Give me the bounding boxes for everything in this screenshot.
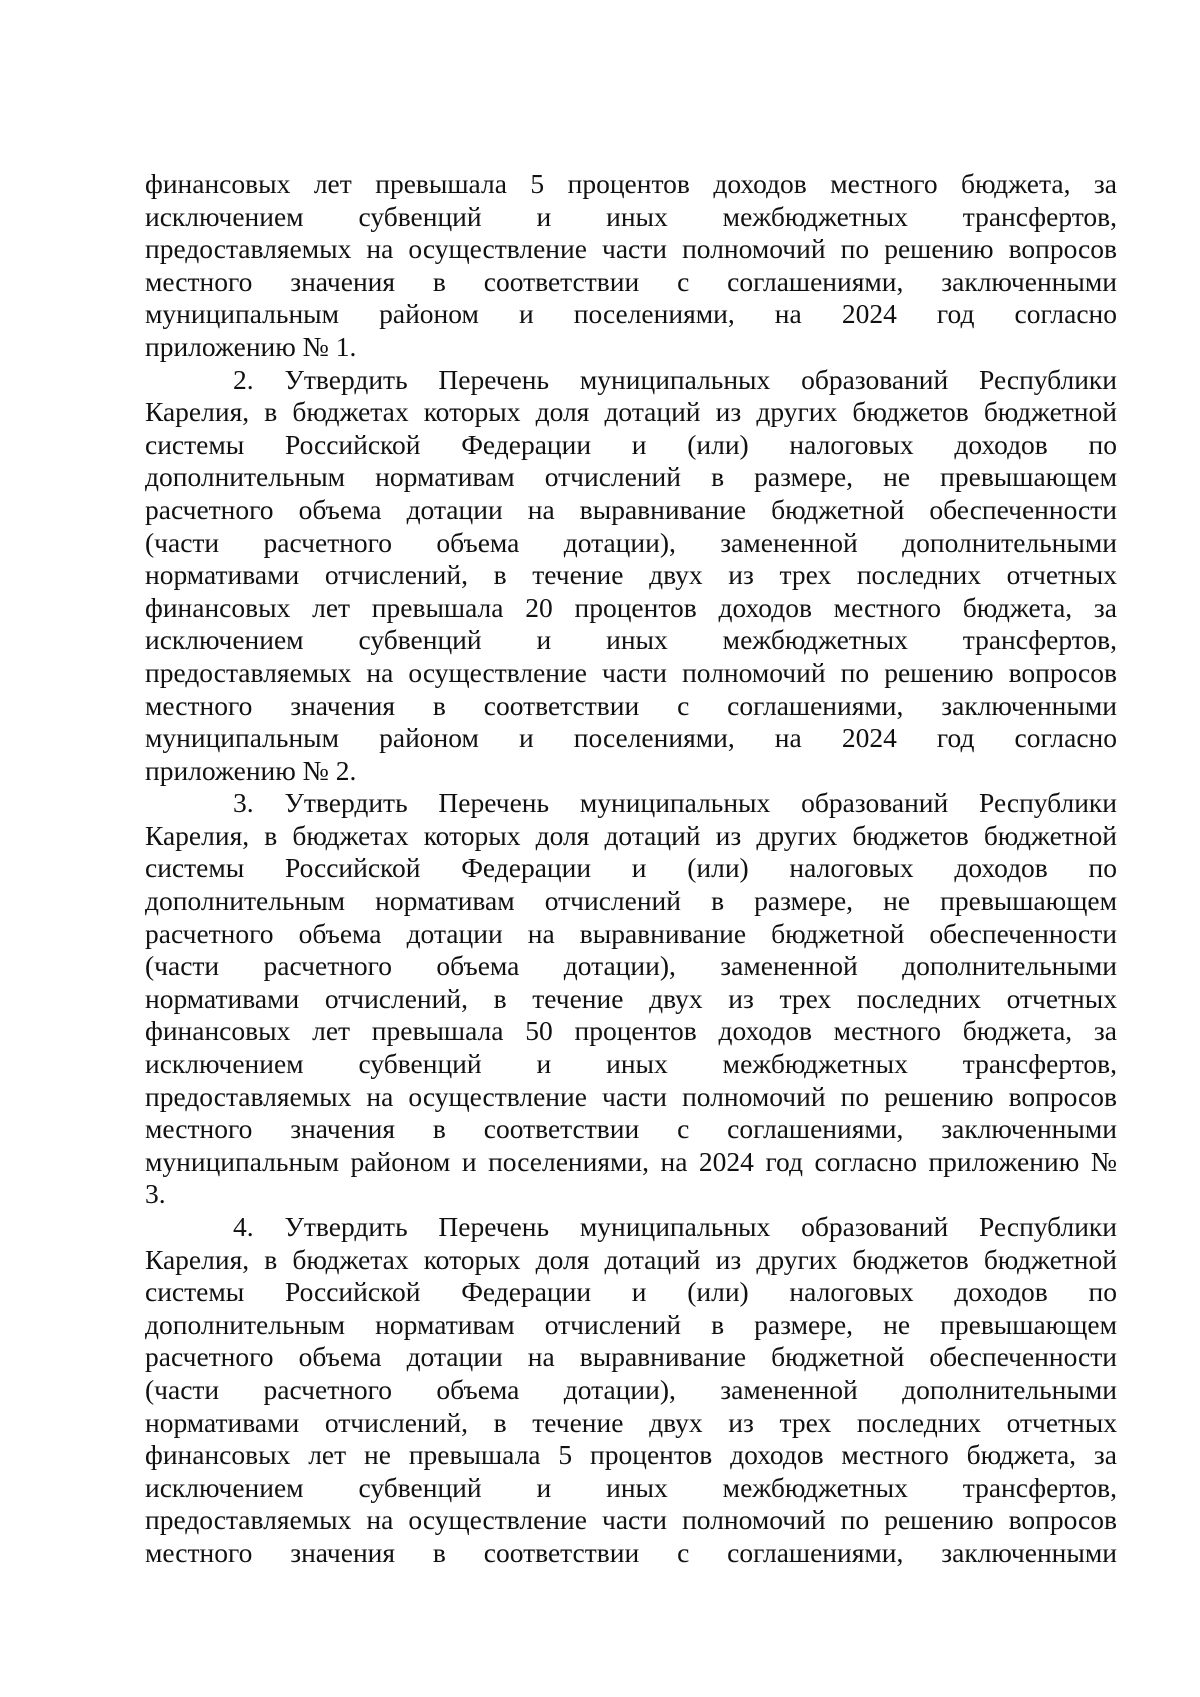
document-paragraph	[145, 1211, 1117, 1570]
document-text-line: Карелия, в бюджетах которых доля дотаций из других бюджетов бюджетной	[145, 819, 1117, 851]
document-text-line: системы Российской Федерации и (или) налоговых доходов по	[145, 1276, 1117, 1308]
document-text-line: исключением субвенций и иных межбюджетных трансфертов,	[145, 1048, 1117, 1080]
document-text-line: (части расчетного объема дотации), замененной дополнительными	[145, 526, 1117, 558]
document-text-line: исключением субвенций и иных межбюджетных трансфертов,	[145, 1471, 1117, 1503]
document-paragraph	[145, 787, 1117, 1211]
document-text-line: Карелия, в бюджетах которых доля дотаций из других бюджетов бюджетной	[145, 1243, 1117, 1275]
document-paragraph	[145, 168, 1117, 364]
document-text-line: предоставляемых на осуществление части полномочий по решению вопросов	[145, 233, 1117, 265]
document-text-line: исключением субвенций и иных межбюджетных трансфертов,	[145, 200, 1117, 232]
document-text-line: финансовых лет превышала 20 процентов доходов местного бюджета, за	[145, 591, 1117, 623]
document-text-line: расчетного объема дотации на выравнивание бюджетной обеспеченности	[145, 1341, 1117, 1373]
document-text-line: 3. Утвердить Перечень муниципальных образований Республики	[233, 787, 1117, 819]
document-text-line: нормативами отчислений, в течение двух из трех последних отчетных	[145, 982, 1117, 1014]
document-text-line: нормативами отчислений, в течение двух из трех последних отчетных	[145, 559, 1117, 591]
document-text-line: финансовых лет превышала 5 процентов доходов местного бюджета, за	[145, 168, 1117, 199]
document-text-line: 3.	[145, 1178, 166, 1210]
document-text-line: приложению № 2.	[145, 754, 357, 786]
document-text-line: 2. Утвердить Перечень муниципальных образований Республики	[233, 363, 1117, 395]
document-text-line: системы Российской Федерации и (или) налоговых доходов по	[145, 852, 1117, 884]
document-text-line: системы Российской Федерации и (или) налоговых доходов по	[145, 428, 1117, 460]
document-text-line: местного значения в соответствии с соглашениями, заключенными	[145, 1536, 1117, 1568]
document-text-line: предоставляемых на осуществление части полномочий по решению вопросов	[145, 1080, 1117, 1112]
document-text-line: (части расчетного объема дотации), замененной дополнительными	[145, 1373, 1117, 1405]
document-text-line: расчетного объема дотации на выравнивание бюджетной обеспеченности	[145, 493, 1117, 525]
document-body	[145, 168, 1117, 1570]
document-text-line: финансовых лет превышала 50 процентов доходов местного бюджета, за	[145, 1015, 1117, 1047]
document-text-line: предоставляемых на осуществление части полномочий по решению вопросов	[145, 656, 1117, 688]
document-text-line: приложению № 1.	[145, 330, 357, 362]
document-text-line: финансовых лет не превышала 5 процентов доходов местного бюджета, за	[145, 1439, 1117, 1471]
document-text-line: дополнительным нормативам отчислений в размере, не превышающем	[145, 461, 1117, 493]
document-text-line: муниципальным районом и поселениями, на 2024 год согласно приложению №	[145, 1145, 1117, 1177]
document-text-line: муниципальным районом и поселениями, на 2024 год согласно	[145, 722, 1117, 754]
document-text-line: местного значения в соответствии с соглашениями, заключенными	[145, 1113, 1117, 1145]
document-text-line: Карелия, в бюджетах которых доля дотаций из других бюджетов бюджетной	[145, 396, 1117, 428]
document-text-line: дополнительным нормативам отчислений в размере, не превышающем	[145, 1308, 1117, 1340]
document-text-line: нормативами отчислений, в течение двух из трех последних отчетных	[145, 1406, 1117, 1438]
document-paragraph	[145, 364, 1117, 788]
document-text-line: предоставляемых на осуществление части полномочий по решению вопросов	[145, 1504, 1117, 1536]
document-text-line: (части расчетного объема дотации), замененной дополнительными	[145, 950, 1117, 982]
document-text-line: муниципальным районом и поселениями, на 2024 год согласно	[145, 298, 1117, 330]
document-text-line: расчетного объема дотации на выравнивание бюджетной обеспеченности	[145, 917, 1117, 949]
document-text-line: местного значения в соответствии с соглашениями, заключенными	[145, 689, 1117, 721]
document-text-line: 4. Утвердить Перечень муниципальных образований Республики	[233, 1211, 1117, 1242]
document-text-line: дополнительным нормативам отчислений в размере, не превышающем	[145, 885, 1117, 917]
document-text-line: исключением субвенций и иных межбюджетных трансфертов,	[145, 624, 1117, 656]
document-text-line: местного значения в соответствии с соглашениями, заключенными	[145, 265, 1117, 297]
